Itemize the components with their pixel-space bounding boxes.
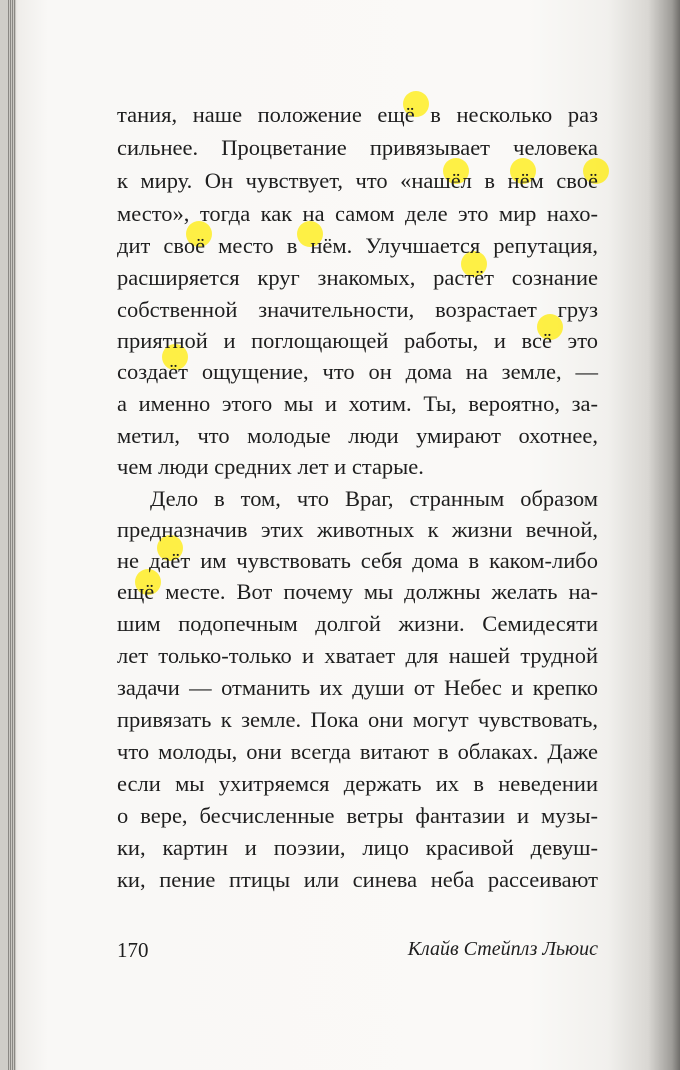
text-line: если мы ухитряемся держать их в неведении [117,771,598,796]
text-line: не даёт им чувствовать себя дома в каком-либо [117,548,598,573]
text-line: а именно этого мы и хотим. Ты, вероятно, за- [117,391,598,416]
text-line: расширяется круг знакомых, растёт сознание [117,265,598,290]
text-line: о вере, бесчисленные ветры фантазии и музы- [117,803,598,828]
text-line: тания, наше положение ещё в несколько раз [117,102,598,127]
text-line: место», тогда как на самом деле это мир нахо- [117,201,598,226]
running-footer-author: Клайв Стейплз Льюис [407,938,598,960]
text-line: создаёт ощущение, что он дома на земле, — [117,359,598,384]
text-line: задачи — отманить их души от Небес и крепко [117,675,598,700]
text-line: приятной и поглощающей работы, и всё это [117,328,598,353]
text-line: ещё месте. Вот почему мы должны желать на- [117,579,598,604]
text-line: сильнее. Процветание привязывает человека [117,135,598,160]
text-line: предназначив этих животных к жизни вечной, [117,517,598,542]
text-line: ки, картин и поэзии, лицо красивой девуш- [117,835,598,860]
text-line-paragraph-start: Дело в том, что Враг, странным образом [150,486,598,511]
text-line: дит своё место в нём. Улучшается репутация, [117,233,598,258]
text-line: что молоды, они всегда витают в облаках. Даже [117,739,598,764]
page-stack-edge [8,0,16,1070]
text-line: собственной значительности, возрастает груз [117,297,598,322]
text-line: к миру. Он чувствует, что «нашёл в нём своё [117,168,598,193]
text-line: привязать к земле. Пока они могут чувствовать, [117,707,598,732]
text-line: лет только-только и хватает для нашей трудной [117,643,598,668]
text-line: шим подопечным долгой жизни. Семидесяти [117,611,598,636]
text-line: чем люди средних лет и старые. [117,454,424,479]
text-line: метил, что молодые люди умирают охотнее, [117,423,598,448]
page-number: 170 [117,938,149,962]
text-line: ки, пение птицы или синева неба рассеивают [117,867,598,892]
